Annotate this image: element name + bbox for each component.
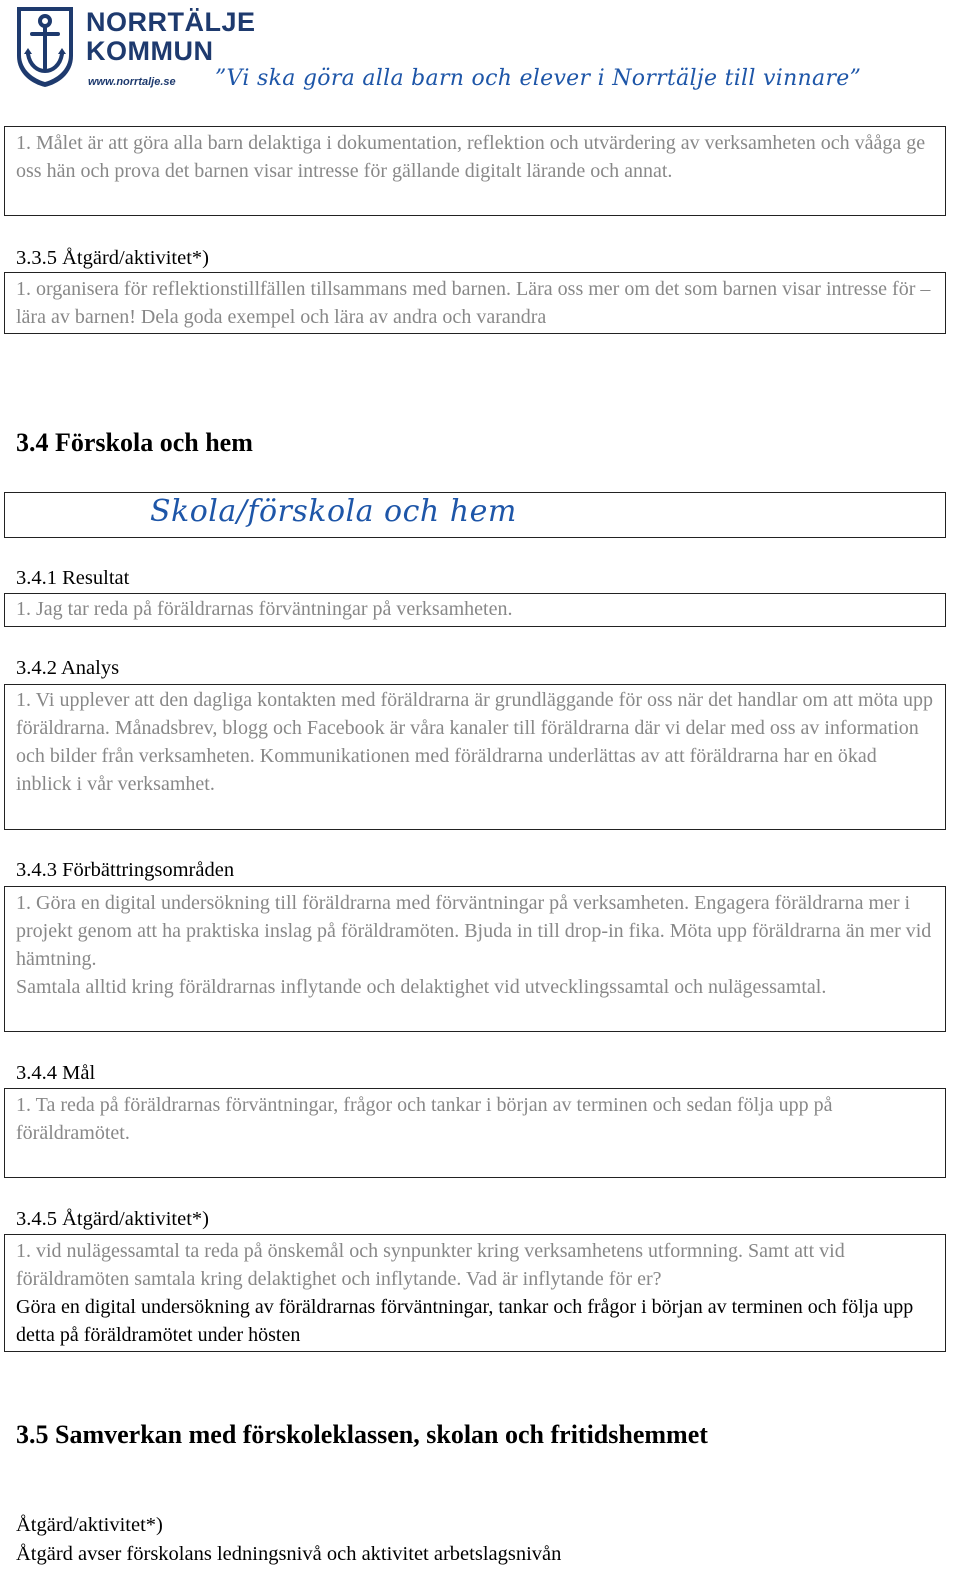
goal-box-344 [4, 1088, 946, 1178]
improvement-text-343 [5, 887, 945, 1004]
analysis-box-342 [4, 684, 946, 830]
analysis-text-342: 1. Vi upplever att den dagliga kontakten med föräldrarna är grundläggande för oss när det handlar om att möta upp föräldrarna. Månadsbrev, blogg och Facebook är våra kanaler till föräldrarna där vi delar med oss av information och bilder från verksamheten. Kommunikationen med föräldrarna underlättas av att föräldrarna har en ökad inblick i vår verksamhet. [16, 689, 934, 795]
footnote-title: Åtgärd/aktivitet*) [16, 1514, 163, 1536]
org-name-line1: NORRTÄLJE [86, 7, 256, 37]
section-label-343: 3.4.3 Förbättringsområden [16, 859, 235, 881]
action-text-345 [5, 1235, 945, 1352]
action-text-dark: Göra en digital undersökning av föräldrarnas förväntningar, tankar och frågor i början av terminen och följa upp detta på föräldramötet under hösten [16, 1296, 914, 1346]
section-label-345: 3.4.5 Åtgärd/aktivitet*) [16, 1208, 209, 1230]
org-name [86, 8, 256, 66]
section-label-344: 3.4.4 Mål [16, 1062, 96, 1084]
action-box-345 [4, 1234, 946, 1352]
footnote-text: Åtgärd avser förskolans ledningsnivå och aktivitet arbetslagsnivån [16, 1543, 562, 1565]
website-link[interactable]: www.norrtalje.se [88, 76, 176, 88]
improvement-paragraph-2: Samtala alltid kring föräldrarnas inflytande och delaktighet vid utvecklingssamtal och nulägessamtal. [16, 976, 827, 998]
section-label-342: 3.4.2 Analys [16, 657, 120, 679]
action-text-grey: 1. vid nulägessamtal ta reda på önskemål och synpunkter kring verksamhetens utformning. Samt att vid föräldramöten samtala kring delaktighet och inflytande. Vad är inflytande för er? [16, 1240, 845, 1290]
section-label-341: 3.4.1 Resultat [16, 567, 130, 589]
goal-text-344: 1. Ta reda på föräldrarnas förväntningar, frågor och tankar i början av terminen och sedan följa upp på föräldramötet. [16, 1094, 833, 1144]
improvement-box-343 [4, 886, 946, 1032]
action-text-335: 1. organisera för reflektionstillfällen tillsammans med barnen. Lära oss mer om det som barnen visar intresse för – lära av barnen! Dela goda exempel och lära av andra och varandra [16, 278, 931, 328]
anchor-crest-icon [14, 4, 76, 88]
result-box-341 [4, 593, 946, 627]
goal-box-333 [4, 126, 946, 216]
action-box-335 [4, 272, 946, 334]
script-title: Skola/förskola och hem [150, 494, 517, 529]
slogan: ”Vi ska göra alla barn och elever i Norrtälje till vinnare” [215, 66, 862, 91]
result-text-341: 1. Jag tar reda på föräldrarnas förväntningar på verksamheten. [16, 598, 513, 620]
section-label-335: 3.3.5 Åtgärd/aktivitet*) [16, 247, 209, 269]
improvement-paragraph-1: 1. Göra en digital undersökning till föräldrarna med förväntningar på verksamheten. Engagera föräldrarna mer i projekt genom att ha praktiska inslag på föräldramöten. Bjuda in till drop-in fika. Möta upp föräldrarna än mer vid hämtning. [16, 892, 932, 970]
goal-text-333: 1. Målet är att göra alla barn delaktiga i dokumentation, reflektion och utvärdering av verksamheten och vååga ge oss hän och prova det barnen visar intresse för gällande digitalt lärande och annat. [16, 132, 926, 182]
org-name-line2: KOMMUN [86, 36, 214, 66]
section-heading-34: 3.4 Förskola och hem [16, 428, 253, 457]
section-heading-35: 3.5 Samverkan med förskoleklassen, skolan och fritidshemmet [16, 1420, 708, 1449]
